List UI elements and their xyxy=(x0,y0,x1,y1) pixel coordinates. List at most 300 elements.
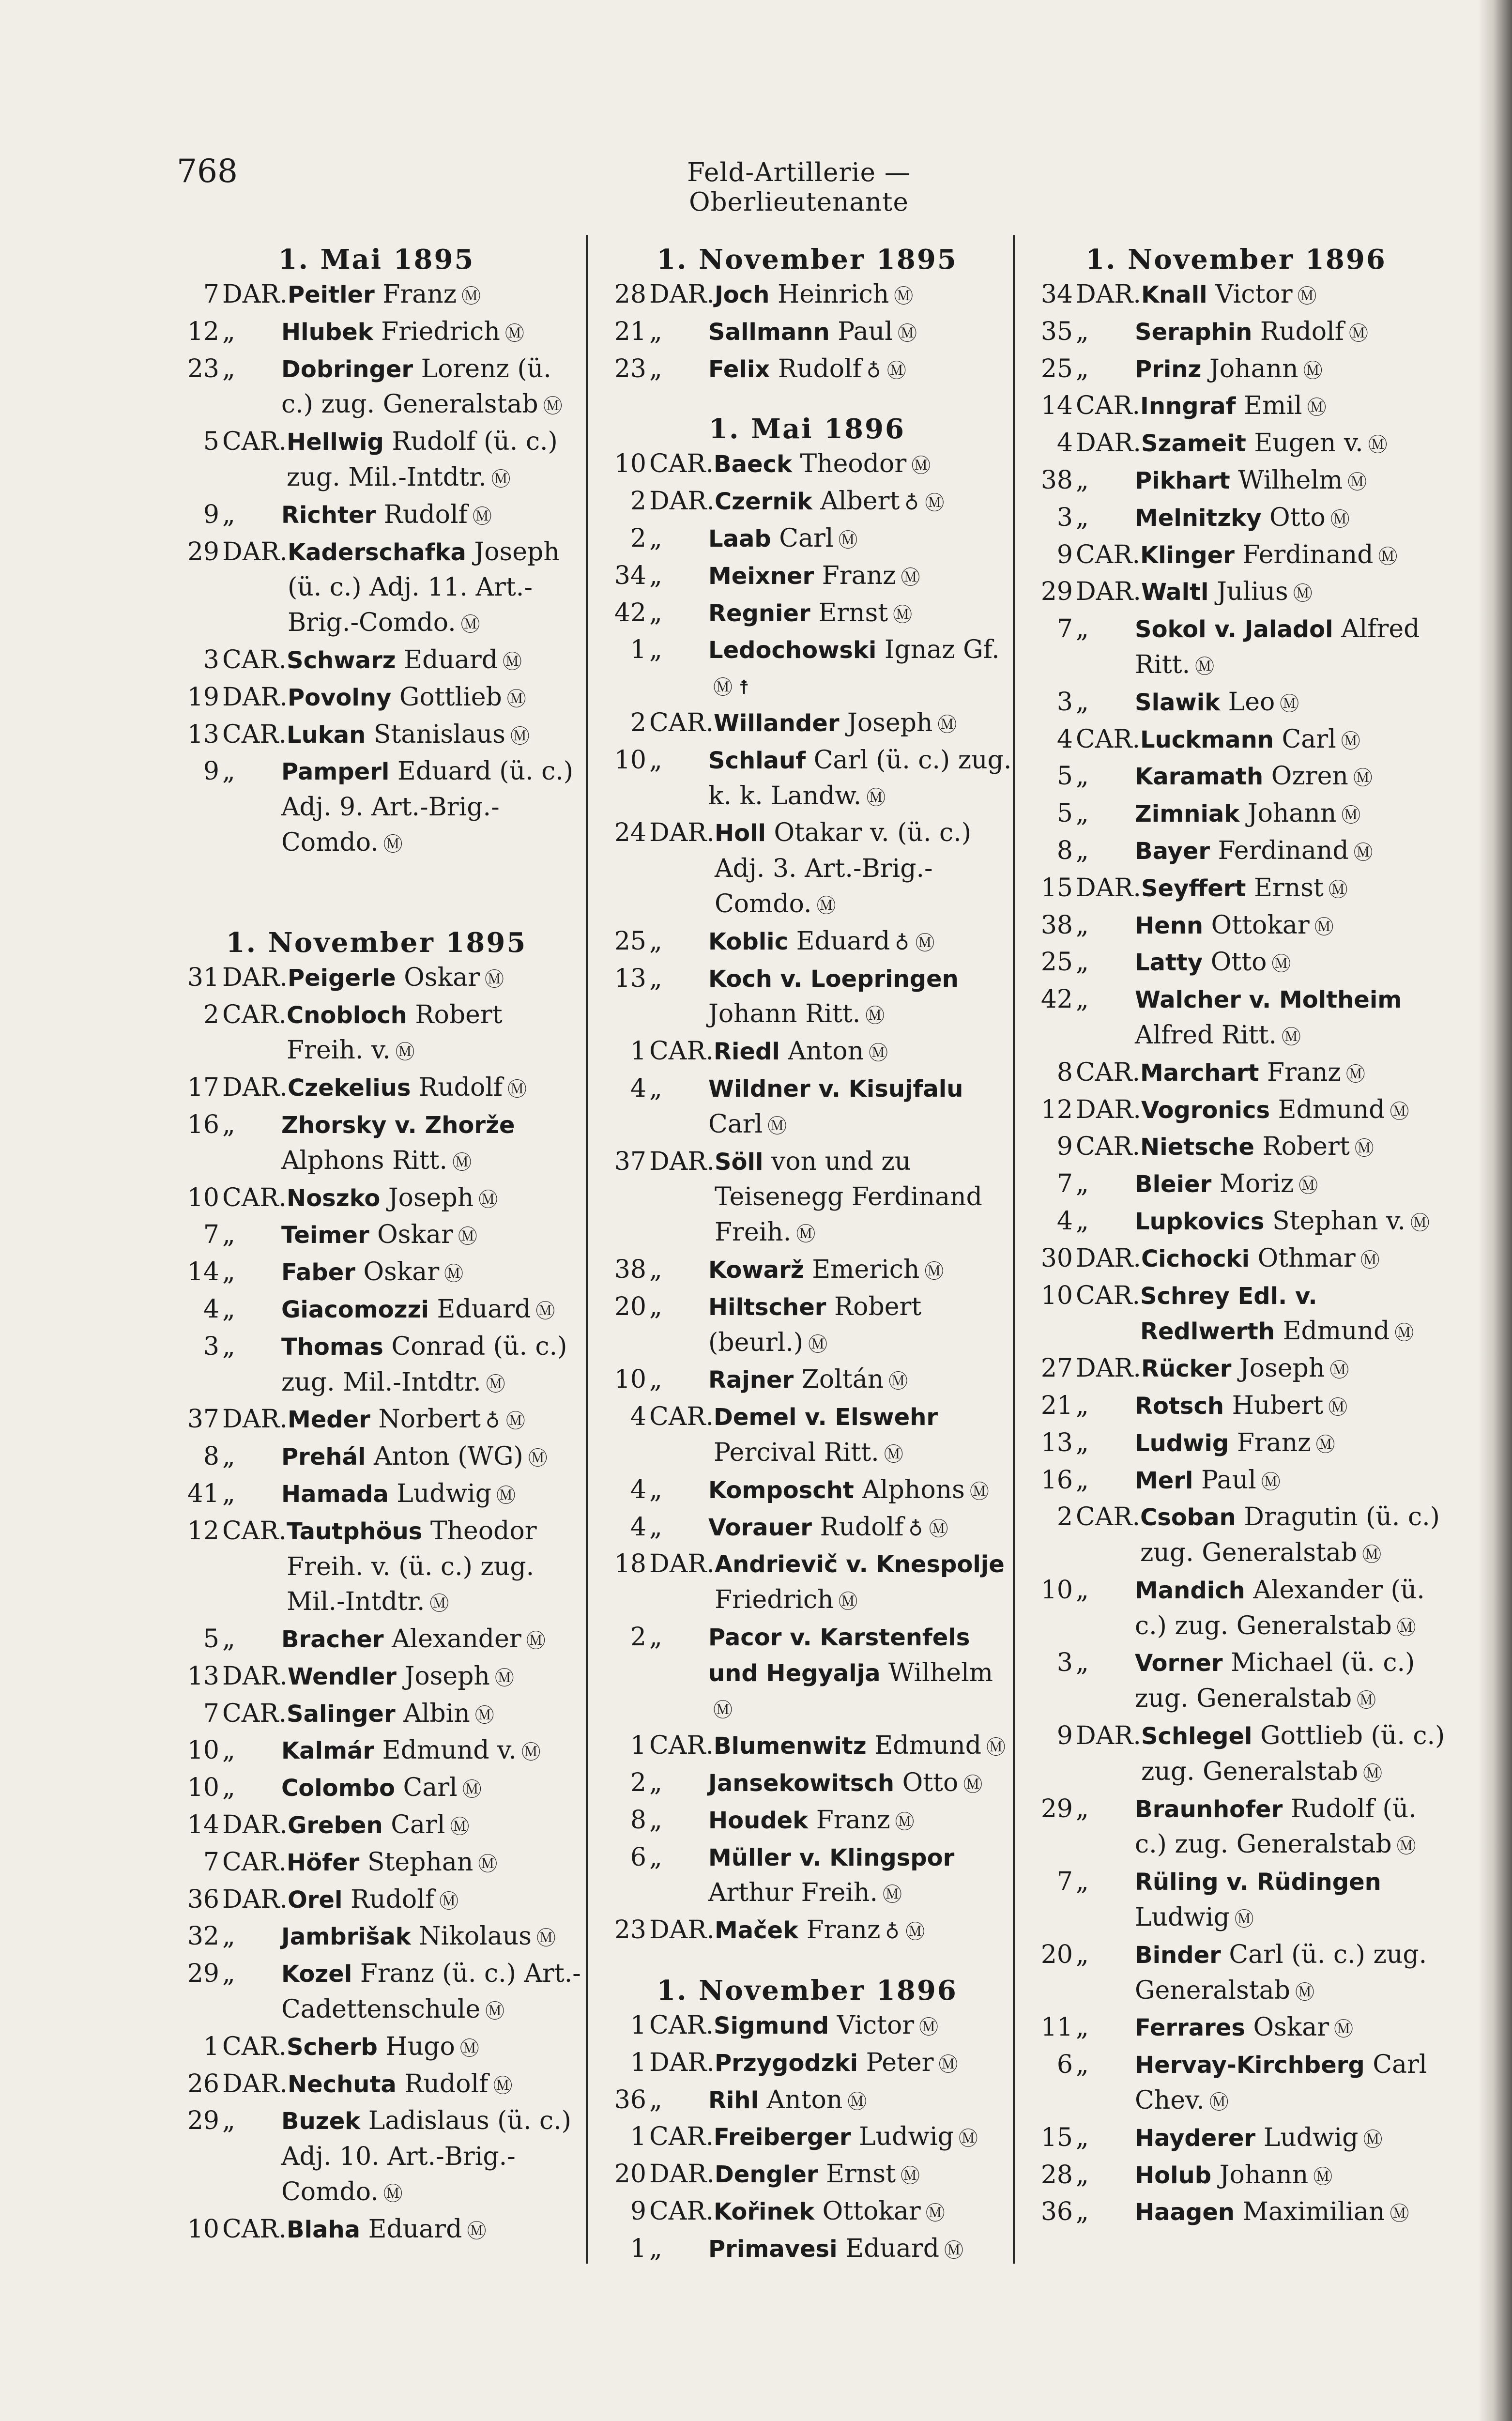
officer-text xyxy=(1140,388,1447,426)
officer-text xyxy=(1135,2010,1447,2047)
decoration-icon: Ⓜ xyxy=(1297,285,1317,307)
given-name-details: Franz xyxy=(382,280,457,309)
officer-text xyxy=(287,2029,581,2067)
officer-entry xyxy=(599,2157,1015,2194)
officer-entry xyxy=(599,2119,1015,2157)
regiment-ref xyxy=(172,1622,281,1659)
regiment-ref xyxy=(172,1696,287,1733)
officer-text xyxy=(708,1289,1015,1363)
surname: Povolny xyxy=(287,684,392,711)
given-name-details: Robert xyxy=(1262,1132,1350,1162)
officer-text xyxy=(1141,1241,1447,1278)
regiment-type: „ xyxy=(1076,836,1089,865)
given-name-details: Edmund xyxy=(1278,1095,1385,1124)
regiment-type: „ xyxy=(1076,503,1089,532)
officer-entry xyxy=(1025,2120,1447,2158)
regiment-type: DAR. xyxy=(649,2160,715,2189)
surname: Lukan xyxy=(287,721,366,749)
decoration-icon: Ⓜ xyxy=(1353,841,1373,864)
given-name-details: Otto xyxy=(1210,948,1267,977)
officer-text xyxy=(1135,2120,1447,2158)
regiment-type: „ xyxy=(1076,465,1089,495)
regiment-number: 25 xyxy=(614,926,646,956)
surname: Teimer xyxy=(281,1222,369,1249)
regiment-ref xyxy=(599,2194,714,2231)
decoration-icon: Ⓜ xyxy=(496,1484,516,1507)
regiment-ref xyxy=(1025,685,1135,722)
officer-text xyxy=(1135,833,1447,871)
officer-text xyxy=(708,1840,1015,1913)
regiment-number: 2 xyxy=(630,523,646,553)
given-name-details: Dragutin (ü. c.) zug. Generalstab xyxy=(1140,1502,1440,1568)
given-name-details: Ferdinand xyxy=(1242,540,1374,569)
surname: Kořinek xyxy=(714,2198,815,2226)
regiment-type: CAR. xyxy=(222,1516,287,1546)
officer-text xyxy=(1140,1500,1447,1573)
officer-entry xyxy=(1025,1388,1447,1425)
decoration-icon: ♁ Ⓜ xyxy=(895,932,935,954)
surname: Meder xyxy=(287,1406,370,1434)
surname: Komposcht xyxy=(708,1476,854,1504)
regiment-number: 7 xyxy=(1056,614,1073,644)
regiment-type: DAR. xyxy=(222,1661,288,1691)
decoration-icon: Ⓜ xyxy=(493,2074,513,2097)
regiment-number: 24 xyxy=(614,818,646,848)
decoration-icon: Ⓜ xyxy=(383,2183,403,2206)
regiment-ref xyxy=(172,1329,281,1402)
decoration-icon: Ⓜ xyxy=(924,1260,944,1283)
decoration-icon: Ⓜ xyxy=(478,1853,498,1875)
regiment-type: DAR. xyxy=(649,2048,715,2077)
regiment-ref xyxy=(172,1476,281,1514)
regiment-ref xyxy=(172,1659,288,1696)
regiment-type: DAR. xyxy=(1076,429,1141,458)
regiment-type: „ xyxy=(649,1768,662,1798)
officer-text xyxy=(1140,1278,1447,1351)
officer-text xyxy=(281,754,581,862)
surname: Henn xyxy=(1135,912,1204,939)
regiment-type: „ xyxy=(1076,1648,1089,1678)
regiment-number: 34 xyxy=(614,561,646,590)
officer-text xyxy=(715,277,1015,314)
regiment-type: DAR. xyxy=(1076,873,1141,903)
regiment-type: DAR. xyxy=(222,2069,288,2099)
officer-entry xyxy=(599,1913,1015,1950)
regiment-ref xyxy=(599,1728,714,1765)
officer-text xyxy=(708,632,1015,705)
given-name-details: Rudolf xyxy=(419,1073,503,1103)
surname: Ferrares xyxy=(1135,2014,1245,2042)
decoration-icon: Ⓜ xyxy=(944,2239,963,2262)
officer-entry xyxy=(599,1289,1015,1363)
officer-entry xyxy=(172,1622,581,1659)
regiment-number: 13 xyxy=(614,964,646,993)
regiment-ref xyxy=(172,1439,281,1476)
surname: Rotsch xyxy=(1135,1392,1224,1420)
officer-entry xyxy=(1025,1278,1447,1351)
officer-entry xyxy=(172,2103,581,2211)
officer-text xyxy=(714,1728,1015,1765)
regiment-number: 5 xyxy=(1056,762,1073,791)
regiment-ref xyxy=(1025,796,1135,833)
surname: Holub xyxy=(1135,2161,1212,2189)
regiment-ref xyxy=(172,1514,287,1622)
officer-text xyxy=(281,352,581,425)
regiment-type: CAR. xyxy=(222,1847,287,1877)
regiment-type: CAR. xyxy=(649,1402,714,1432)
regiment-ref xyxy=(1025,574,1141,612)
section-heading: 1. Mai 1896 xyxy=(709,413,905,445)
regiment-type: DAR. xyxy=(1076,577,1141,607)
surname: Laab xyxy=(708,525,771,552)
decoration-icon: ♁ Ⓜ xyxy=(908,1517,948,1540)
given-name-details: Franz (ü. c.) Art.-Cadettenschule xyxy=(281,1959,581,2024)
regiment-type: „ xyxy=(649,598,662,628)
surname: Richter xyxy=(281,501,376,529)
surname: Höfer xyxy=(287,1849,360,1876)
surname: Hellwig xyxy=(287,429,384,456)
surname: Scherb xyxy=(287,2033,378,2061)
given-name-details: Maximilian xyxy=(1242,2197,1385,2227)
regiment-ref xyxy=(599,1399,714,1472)
given-name-details: Anton xyxy=(788,1037,864,1066)
surname: Zhorsky v. Zhorže xyxy=(281,1111,515,1139)
officer-entry xyxy=(599,961,1015,1034)
surname: Marchart xyxy=(1140,1059,1259,1087)
regiment-ref xyxy=(172,1808,288,1845)
given-name-details: Ludwig xyxy=(397,1479,491,1508)
regiment-number: 15 xyxy=(1040,873,1073,903)
regiment-ref xyxy=(172,680,288,717)
given-name-details: Stanislaus xyxy=(373,720,505,749)
surname: Merl xyxy=(1135,1467,1193,1494)
officer-entry xyxy=(172,643,581,680)
regiment-type: CAR. xyxy=(222,427,287,457)
regiment-number: 7 xyxy=(203,1847,219,1877)
regiment-type: „ xyxy=(222,1773,235,1803)
surname: Kaderschafka xyxy=(287,538,466,566)
column-3 xyxy=(1025,242,1447,2266)
regiment-number: 20 xyxy=(614,2160,646,2189)
regiment-number: 21 xyxy=(1040,1391,1073,1420)
decoration-icon: Ⓜ xyxy=(796,1223,816,1246)
officer-entry xyxy=(599,1144,1015,1252)
regiment-ref xyxy=(172,1919,281,1956)
officer-text xyxy=(287,717,581,754)
decoration-icon: ♁ Ⓜ xyxy=(904,492,945,515)
decoration-icon: Ⓜ xyxy=(491,468,511,490)
given-name-details: Carl xyxy=(1282,724,1336,754)
regiment-number: 25 xyxy=(1040,948,1073,977)
regiment-ref xyxy=(172,643,287,680)
regiment-ref xyxy=(1025,1351,1141,1388)
officer-entry xyxy=(172,1882,581,1919)
officer-entry xyxy=(599,1803,1015,1840)
regiment-number: 38 xyxy=(614,1255,646,1284)
officer-entry xyxy=(172,1180,581,1218)
decoration-icon: Ⓜ xyxy=(474,1704,494,1727)
given-name-details: Alfred Ritt. xyxy=(1135,614,1420,679)
regiment-ref xyxy=(1025,1055,1140,1092)
officer-entry xyxy=(172,352,581,425)
regiment-number: 6 xyxy=(1056,2050,1073,2080)
regiment-type: „ xyxy=(649,1255,662,1284)
given-name-details: Rudolf (ü. c.) zug. Generalstab xyxy=(1135,1794,1417,1859)
officer-text xyxy=(1135,463,1447,500)
surname: Blumenwitz xyxy=(714,1732,867,1760)
regiment-type: „ xyxy=(1076,2013,1089,2042)
given-name-details: Oskar xyxy=(377,1220,453,1250)
officer-text xyxy=(715,1547,1015,1620)
given-name-details: Eduard xyxy=(437,1294,531,1324)
officer-text xyxy=(708,743,1015,816)
regiment-ref xyxy=(599,2157,715,2194)
regiment-number: 38 xyxy=(1040,465,1073,495)
officer-entry xyxy=(1025,945,1447,982)
regiment-type: „ xyxy=(649,926,662,956)
given-name-details: Eduard xyxy=(845,2234,939,2263)
given-name-details: Rudolf xyxy=(778,354,862,383)
page-number: 768 xyxy=(177,153,238,190)
officer-entry xyxy=(172,2029,581,2067)
regiment-ref xyxy=(1025,1129,1140,1166)
officer-text xyxy=(708,314,1015,352)
regiment-number: 4 xyxy=(203,1294,219,1324)
regiment-type: „ xyxy=(1076,985,1089,1014)
regiment-ref xyxy=(599,314,708,352)
surname: Colombo xyxy=(281,1775,395,1802)
officer-text xyxy=(1135,2047,1447,2120)
officer-entry xyxy=(1025,722,1447,759)
given-name-details: Oskar xyxy=(1253,2013,1329,2042)
officer-entry xyxy=(1025,1425,1447,1463)
regiment-type: CAR. xyxy=(1076,391,1141,421)
officer-text xyxy=(287,2212,581,2249)
officer-text xyxy=(708,558,1015,596)
officer-text xyxy=(1135,1937,1447,2010)
decoration-icon: Ⓜ xyxy=(1362,1544,1382,1566)
given-name-details: Johann Ritt. xyxy=(708,999,861,1029)
surname: Meixner xyxy=(708,562,814,590)
officer-entry xyxy=(1025,277,1447,314)
officer-text xyxy=(281,1439,581,1476)
officer-entry xyxy=(1025,537,1447,575)
officer-entry xyxy=(1025,1092,1447,1130)
officer-text xyxy=(288,1882,581,1919)
regiment-ref xyxy=(1025,1500,1140,1573)
surname: Schlegel xyxy=(1141,1723,1252,1750)
regiment-type: CAR. xyxy=(649,1731,714,1761)
regiment-ref xyxy=(172,997,287,1071)
officer-entry xyxy=(172,1476,581,1514)
regiment-number: 1 xyxy=(630,635,646,665)
regiment-number: 28 xyxy=(614,280,646,309)
decoration-icon: Ⓜ xyxy=(506,688,526,710)
decoration-icon: Ⓜ xyxy=(1368,434,1388,457)
regiment-number: 10 xyxy=(614,1365,646,1394)
surname: Rajner xyxy=(708,1366,794,1394)
surname: Cnobloch xyxy=(287,1001,407,1029)
surname: Rihl xyxy=(708,2086,759,2114)
regiment-ref xyxy=(1025,612,1135,685)
regiment-ref xyxy=(172,1402,288,1439)
regiment-ref xyxy=(172,497,281,535)
decoration-icon: Ⓜ xyxy=(884,1443,903,1466)
surname: Sigmund xyxy=(714,2012,829,2040)
decoration-icon: Ⓜ xyxy=(521,1741,541,1764)
regiment-ref xyxy=(172,2067,288,2104)
given-name-details: Carl (ü. c.) zug. Generalstab xyxy=(1135,1940,1427,2005)
given-name-details: Nikolaus xyxy=(419,1922,532,1951)
regiment-type: „ xyxy=(1076,1794,1089,1823)
regiment-number: 4 xyxy=(630,1402,646,1432)
regiment-number: 2 xyxy=(630,708,646,737)
regiment-number: 23 xyxy=(187,354,219,383)
officer-entry xyxy=(599,1034,1015,1071)
given-name-details: Leo xyxy=(1228,687,1275,717)
regiment-type: „ xyxy=(1076,687,1089,717)
surname: Mandich xyxy=(1135,1577,1245,1604)
regiment-ref xyxy=(172,424,287,497)
officer-text xyxy=(1141,871,1447,908)
surname: Pacor v. Karstenfels und Hegyalja xyxy=(708,1624,970,1687)
regiment-ref xyxy=(1025,1864,1135,1937)
regiment-type: DAR. xyxy=(222,682,288,712)
regiment-ref xyxy=(172,1882,288,1919)
given-name-details: Otto xyxy=(902,1768,959,1798)
surname: Koblic xyxy=(708,928,789,955)
officer-text xyxy=(1135,1463,1447,1500)
officer-entry xyxy=(1025,314,1447,352)
officer-text xyxy=(708,1620,1015,1728)
officer-text xyxy=(1135,1645,1447,1718)
regiment-type: „ xyxy=(222,2106,235,2136)
officer-entry xyxy=(599,352,1015,389)
officer-text xyxy=(1135,1864,1447,1937)
regiment-type: „ xyxy=(222,1624,235,1654)
officer-entry xyxy=(599,314,1015,352)
decoration-icon: Ⓜ xyxy=(963,1774,983,1796)
regiment-number: 28 xyxy=(1040,2160,1073,2190)
regiment-ref xyxy=(172,1733,281,1770)
surname: Wendler xyxy=(287,1663,397,1690)
decoration-icon: Ⓜ xyxy=(767,1115,787,1137)
decoration-icon: Ⓜ xyxy=(1345,1063,1365,1086)
given-name-details: Ludwig xyxy=(1135,1903,1230,1932)
officer-entry xyxy=(599,1362,1015,1399)
given-name-details: Victor xyxy=(837,2011,915,2040)
officer-entry xyxy=(1025,1463,1447,1500)
regiment-number: 36 xyxy=(187,1885,219,1914)
regiment-number: 4 xyxy=(1056,1206,1073,1236)
given-name-details: Eduard xyxy=(796,926,890,956)
decoration-icon: Ⓜ xyxy=(1390,1100,1409,1123)
regiment-type: „ xyxy=(649,354,662,383)
given-name-details: Ottokar xyxy=(822,2197,921,2226)
regiment-ref xyxy=(599,2083,708,2120)
decoration-icon: Ⓜ xyxy=(895,1810,915,1833)
regiment-number: 11 xyxy=(1040,2013,1073,2042)
decoration-icon: Ⓜ xyxy=(429,1593,449,1615)
decoration-icon: Ⓜ xyxy=(713,1699,733,1722)
regiment-ref xyxy=(1025,722,1140,759)
given-name-details: Franz xyxy=(822,561,896,590)
regiment-type: CAR. xyxy=(222,1000,287,1029)
officer-entry xyxy=(599,1399,1015,1472)
given-name-details: Albert xyxy=(820,487,900,516)
officer-text xyxy=(715,1144,1015,1252)
regiment-ref xyxy=(1025,1388,1135,1425)
regiment-number: 41 xyxy=(187,1479,219,1508)
given-name-details: Julius xyxy=(1216,577,1288,607)
officer-entry xyxy=(1025,908,1447,945)
regiment-type: „ xyxy=(1076,910,1089,940)
regiment-type: DAR. xyxy=(1076,1354,1141,1383)
decoration-icon: Ⓜ xyxy=(1390,2203,1409,2225)
regiment-number: 9 xyxy=(203,757,219,786)
regiment-ref xyxy=(599,1620,708,1728)
given-name-details: Friedrich xyxy=(714,1585,834,1615)
officer-entry xyxy=(599,1728,1015,1765)
section-heading: 1. November 1895 xyxy=(657,244,958,276)
decoration-icon: Ⓜ xyxy=(1378,545,1398,568)
regiment-number: 1 xyxy=(630,1731,646,1761)
given-name-details: Eduard xyxy=(404,645,498,674)
surname: Vogronics xyxy=(1141,1096,1270,1124)
regiment-ref xyxy=(172,277,288,314)
decoration-icon: Ⓜ xyxy=(528,1447,548,1470)
officer-text xyxy=(287,424,581,497)
regiment-ref xyxy=(1025,1792,1135,1865)
regiment-type: CAR. xyxy=(649,2197,714,2226)
column-1 xyxy=(172,242,581,2266)
surname: Faber xyxy=(281,1259,355,1287)
decoration-icon: Ⓜ xyxy=(1394,1322,1414,1345)
given-name-details: Joseph xyxy=(404,1661,490,1691)
regiment-type: DAR. xyxy=(222,1885,288,1914)
regiment-number: 10 xyxy=(187,1183,219,1212)
regiment-number: 12 xyxy=(187,1516,219,1546)
regiment-type: DAR. xyxy=(222,537,288,567)
surname: Sokol v. Jaladol xyxy=(1135,616,1333,644)
officer-text xyxy=(1135,314,1447,352)
officer-entry xyxy=(1025,574,1447,612)
regiment-type: „ xyxy=(222,1220,235,1250)
given-name-details: Carl xyxy=(391,1810,445,1840)
regiment-ref xyxy=(599,632,708,705)
given-name-details: Arthur Freih. xyxy=(708,1878,878,1908)
regiment-ref xyxy=(1025,2120,1135,2158)
given-name-details: Heinrich xyxy=(777,280,889,309)
surname: Inngraf xyxy=(1140,393,1236,420)
regiment-number: 9 xyxy=(1056,1721,1073,1751)
officer-entry xyxy=(1025,1500,1447,1573)
regiment-type: „ xyxy=(1076,1867,1089,1897)
decoration-icon: Ⓜ xyxy=(461,285,481,307)
surname: Tautphöus xyxy=(287,1517,423,1545)
decoration-icon: Ⓜ xyxy=(847,2090,867,2113)
regiment-number: 8 xyxy=(630,1805,646,1835)
surname: Melnitzky xyxy=(1135,504,1262,532)
officer-entry xyxy=(1025,1241,1447,1278)
regiment-number: 8 xyxy=(1056,1057,1073,1087)
regiment-number: 10 xyxy=(187,2214,219,2244)
regiment-ref xyxy=(599,1289,708,1363)
surname: Schrey Edl. v. Redlwerth xyxy=(1140,1282,1317,1346)
decoration-icon: Ⓜ xyxy=(526,1630,546,1653)
regiment-type: „ xyxy=(222,1294,235,1324)
decoration-icon: Ⓜ xyxy=(439,1890,459,1913)
